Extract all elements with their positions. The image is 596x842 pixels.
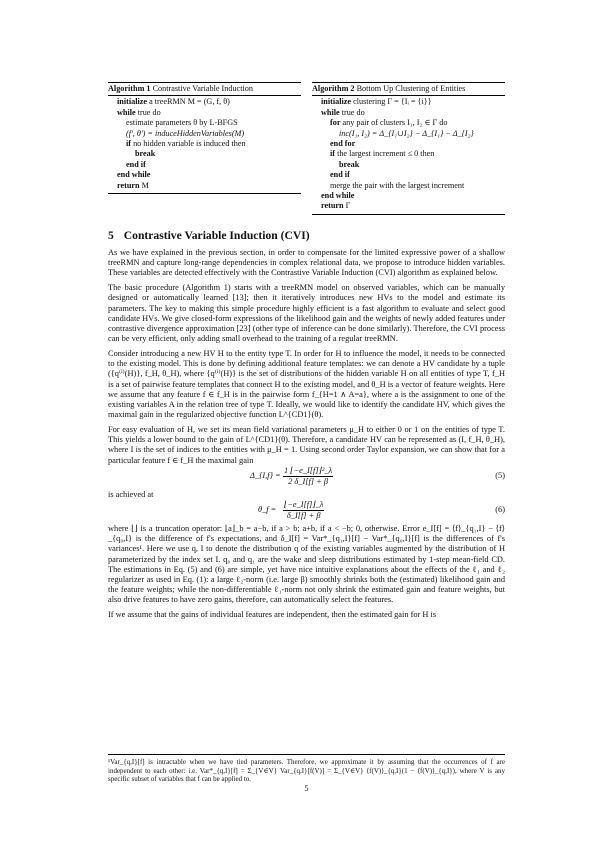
paragraph: where ⌊⌋ is a truncation operator: ⌊a⌋_b = a−b, if a > b; a+b, if a < −b; 0, otherwise. Error e_I[f] = ⟨f⟩_{q₁,I} − ⟨f⟩_{q₀,I} is the difference of f's expectations, and δ_I[f] = Var*_{q₁,I}[f] − Var*_{q₀,I}[f] is the differences of f's variances¹. Here we use q, I to denote the distribution q of the existing variables augmented by the distribution of H parameterized by the index set I. q₀ and q₁ are the wake and sleep distributions estimated by 1-step mean-field CD. The estimations in Eq. (5) and (6) are simple, yet have nice intuitive explanations about the effects of the ℓ₁ and ℓ₂ regularizer as used in Eq. (1): a large ℓ₂-norm (i.e. large β) smoothly shrinks both the (estimated) likelihood gain and the feature weights; while the non-differentiable ℓ₁-norm not only shrink the estimated gain and feature weights, but also drive features to have zero gains, therefore, can automatically select the features. <box>108 524 505 605</box>
algorithm-boxes <box>108 82 505 210</box>
equation-6-numerator: ⌊−e_I[f]⌋_λ <box>283 500 324 511</box>
paragraph: is achieved at <box>108 489 154 499</box>
algorithm-1-body <box>108 96 301 194</box>
equation-6-lhs: θ_f = <box>258 505 277 515</box>
equation-5 <box>108 466 505 490</box>
algorithm-1-caption <box>108 82 301 96</box>
algo-line: end if <box>330 170 350 180</box>
equation-5-fraction <box>283 466 333 487</box>
algo-line: break <box>339 159 360 169</box>
paragraph: The basic procedure (Algorithm 1) starts with a treeRMN model on observed variables, which can be manually designed or automatically learned [13]; then it iteratively introduces new HVs to the model and estimate its parameters. The key to making this simple procedure highly efficient is a fast algorithm to evaluate and select good candidate HVs. We give closed-form expressions of the likelihood gain and the weights of newly added features under contrastive divergence approximation [23] (other type of inference can be done similarly). Therefore, the CVI process can be very efficient, only adding small overhead to the training of a regular treeRMN. <box>108 283 505 344</box>
equation-5-number: (5) <box>495 470 505 480</box>
algo-line: initialize a treeRMN M = (G, f, θ) <box>117 97 230 107</box>
algo-line: if no hidden variable is induced then <box>126 139 246 149</box>
section-number: 5 <box>108 229 114 242</box>
equation-6-number: (6) <box>495 505 505 515</box>
section-title: Contrastive Variable Induction (CVI) <box>123 229 310 242</box>
algo-line: end while <box>117 170 151 180</box>
algorithm-2-body <box>312 96 505 214</box>
algo-line: while true do <box>117 107 161 117</box>
algorithm-1-title: Contrastive Variable Induction <box>152 84 253 93</box>
algo-line: end if <box>126 159 146 169</box>
paragraph: For easy evaluation of H, we set its mean field variational parameters μ_H to either 0 or 1 on the entities of type T. This yields a lower bound to the gain of L^{CD1}(θ). Therefore, a candidate HV can be represented as (I, f_H, θ_H), where I is the set of indices to the entities with μ_H = 1. Using second order Taylor expansion, we can show that for a particular feature f ∈ f_H the maximal gain <box>108 425 505 465</box>
algo-line: initialize clustering Γ = {Iᵢ = {i}} <box>321 97 432 107</box>
algo-line: return Γ <box>321 201 351 211</box>
equation-6-denominator: δ_I[f] + β <box>286 511 321 521</box>
algo-line: if the largest increment ≤ 0 then <box>330 149 435 159</box>
algo-line: for any pair of clusters I₁, I₂ ∈ Γ do <box>330 118 448 128</box>
algo-line: inc(I₁, I₂) = Δ_{I₁∪I₂} − Δ_{I₁} − Δ_{I₂} <box>339 128 474 138</box>
algorithm-2-title: Bottom Up Clustering of Entities <box>356 84 466 93</box>
section-heading <box>108 229 310 242</box>
algo-line: end for <box>330 139 356 149</box>
algo-line: while true do <box>321 107 365 117</box>
paragraph: If we assume that the gains of individual features are independent, then the estimated gain for H is <box>108 610 437 620</box>
equation-6 <box>108 500 505 524</box>
footnote <box>108 754 505 784</box>
equation-5-denominator: 2 δ_I[f] + β <box>288 477 328 487</box>
footnote-text: ¹Var_{q,I}[f] is intractable when we have tied parameters. Therefore, we approximate it by assuming that the occurrences of f are independent to each other: i.e. Var*_{q,I}[f] = Σ_{V∈V} Var_{q,I}[f(V)] = Σ_{V∈V} ⟨f(V)⟩_{q,I}(1 − ⟨f(V)⟩_{q,I}), where V is any specific subset of variables that f can be applied to. <box>108 758 505 784</box>
paragraph: Consider introducing a new HV H to the entity type T. In order for H to influence the model, it needs to be connected to the existing model. This is done by defining additional feature templates: we can denote a HV candidate by a tuple ({q⁽ⁱ⁾(H)}, f_H, θ_H), where {q⁽ⁱ⁾(H)} is the set of distributions of the hidden variable H on all entities of type T, f_H is a set of pairwise feature templates that connect H to the existing model, and θ_H is a vector of feature weights. Here we assume that any feature f ∈ f_H is in the pairwise form f_{H=1 ∧ A=a}, where a is the assignment to one of the existing variables A in the relation tree of type T. Ideally, we would like to identify the candidate HV, which gives the maximal gain in the regularized objective function L^{CD1}(θ). <box>108 349 505 420</box>
algorithm-2-label: Algorithm 2 <box>312 84 355 93</box>
equation-6-fraction <box>283 500 324 521</box>
equation-5-numerator: 1 ⌊−e_I[f]⌋²_λ <box>283 466 333 477</box>
algorithm-2 <box>312 82 505 215</box>
algo-line: estimate parameters θ by L-BFGS <box>126 118 238 128</box>
algorithm-1-label: Algorithm 1 <box>108 84 151 93</box>
algo-line: break <box>135 149 156 159</box>
equation-5-lhs: Δ_{I,f} = <box>250 470 281 480</box>
algo-line: end while <box>321 191 355 201</box>
algorithm-2-caption <box>312 82 505 96</box>
algo-line: return M <box>117 180 149 190</box>
section-body <box>108 248 505 625</box>
paragraph: As we have explained in the previous section, in order to compensate for the limited expressive power of a shallow treeRMN and capture long-range dependencies in complex relational data, we propose to introduce hidden variables. These variables are detected effectively with the Contrastive Variable Induction (CVI) algorithm as explained below. <box>108 248 505 278</box>
algo-line: (f', θ') = induceHiddenVariables(M) <box>126 128 245 138</box>
algo-line: merge the pair with the largest increment <box>330 180 465 190</box>
page-number: 5 <box>304 784 309 793</box>
algorithm-1 <box>108 82 301 194</box>
